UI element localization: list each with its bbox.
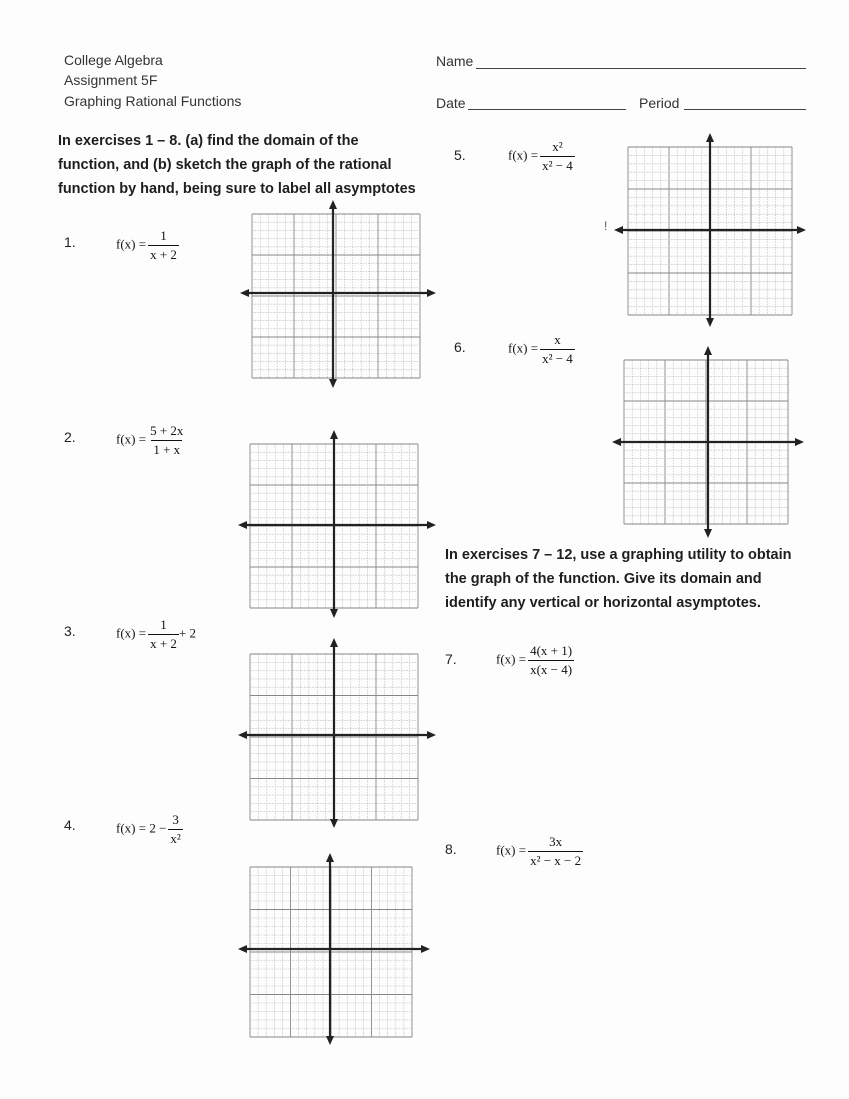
exercise-5-function: f(x) = $\frac{\text{x²}}{\text{x² − 4}}$ bbox=[508, 139, 573, 173]
exercise-number: 4. bbox=[64, 817, 76, 833]
y-axis-bottom-arrow bbox=[706, 318, 714, 327]
exercise-7-function: f(x) = $\frac{4(x + 1)}{x(x - 4)}$ bbox=[496, 643, 573, 677]
y-axis-top-arrow bbox=[326, 853, 334, 862]
exercise-2-graph-grid[interactable] bbox=[238, 430, 436, 618]
exercise-3-function: f(x) = $\frac{1}{x + 2}$ + 2 bbox=[116, 617, 197, 651]
date-label: Date bbox=[436, 95, 466, 111]
exercise-number: 5. bbox=[454, 147, 466, 163]
y-axis-top-arrow bbox=[330, 430, 338, 439]
exercise-6-function: f(x) = $\frac{x}{\text{x² − 4}}$ bbox=[508, 332, 573, 366]
y-axis-bottom-arrow bbox=[704, 529, 712, 538]
x-axis-left-arrow bbox=[238, 731, 247, 739]
assignment-topic: Graphing Rational Functions bbox=[64, 93, 242, 109]
exercise-6-graph-grid[interactable] bbox=[612, 346, 804, 538]
exercise-5-graph-grid[interactable] bbox=[614, 133, 806, 327]
exercise-4-graph-grid[interactable] bbox=[238, 853, 430, 1045]
x-axis-left-arrow bbox=[238, 945, 247, 953]
period-field-line[interactable] bbox=[684, 109, 806, 110]
exercise-number: 8. bbox=[445, 841, 457, 857]
exercise-number: 6. bbox=[454, 339, 466, 355]
name-label: Name bbox=[436, 53, 474, 69]
assignment-number: Assignment 5F bbox=[64, 72, 158, 88]
x-axis-right-arrow bbox=[421, 945, 430, 953]
grid-lines bbox=[252, 214, 420, 378]
x-axis-right-arrow bbox=[427, 521, 436, 529]
y-axis-top-arrow bbox=[330, 638, 338, 647]
x-axis-right-arrow bbox=[797, 226, 806, 234]
y-axis-bottom-arrow bbox=[329, 379, 337, 388]
instructions-part2: In exercises 7 – 12, use a graphing utility to obtain the graph of the function. Give its domain and identify any vertical or horizontal asymptotes. bbox=[445, 547, 792, 611]
exercise-number: 1. bbox=[64, 234, 76, 250]
name-field-line[interactable] bbox=[476, 68, 806, 69]
x-axis-right-arrow bbox=[795, 438, 804, 446]
exercise-number: 7. bbox=[445, 651, 457, 667]
x-axis-left-arrow bbox=[612, 438, 621, 446]
exercise-1-function: f(x) = $\frac{1}{x + 2}$ bbox=[116, 228, 177, 262]
date-field-line[interactable] bbox=[468, 109, 626, 110]
exercise-3-graph-grid[interactable] bbox=[238, 638, 436, 828]
y-axis-bottom-arrow bbox=[330, 609, 338, 618]
x-axis-right-arrow bbox=[427, 289, 436, 297]
exercise-number: 3. bbox=[64, 623, 76, 639]
y-axis-top-arrow bbox=[704, 346, 712, 355]
exercise-number: 2. bbox=[64, 429, 76, 445]
exercise-8-function: f(x) = $\frac{3x}{\text{x² − x − 2}}$ bbox=[496, 834, 582, 868]
x-axis-left-arrow bbox=[238, 521, 247, 529]
y-axis-bottom-arrow bbox=[326, 1036, 334, 1045]
period-label: Period bbox=[639, 95, 680, 111]
y-axis-bottom-arrow bbox=[330, 819, 338, 828]
instructions-part1: In exercises 1 – 8. (a) find the domain of the function, and (b) sketch the graph of the rational function by hand, being sure to label all asymptotes bbox=[58, 133, 416, 197]
x-axis-left-arrow bbox=[240, 289, 249, 297]
y-axis-top-arrow bbox=[706, 133, 714, 142]
stray-mark: ! bbox=[604, 219, 608, 233]
x-axis-left-arrow bbox=[614, 226, 623, 234]
exercise-1-graph-grid[interactable] bbox=[240, 200, 436, 388]
exercise-2-function: f(x) = $\frac{5 + 2x}{1 + x}$ bbox=[116, 423, 184, 457]
exercise-4-function: f(x) = 2 − $\frac{3}{\text{x²}}$ bbox=[116, 812, 181, 846]
course-title: College Algebra bbox=[64, 52, 163, 68]
y-axis-top-arrow bbox=[329, 200, 337, 209]
x-axis-right-arrow bbox=[427, 731, 436, 739]
